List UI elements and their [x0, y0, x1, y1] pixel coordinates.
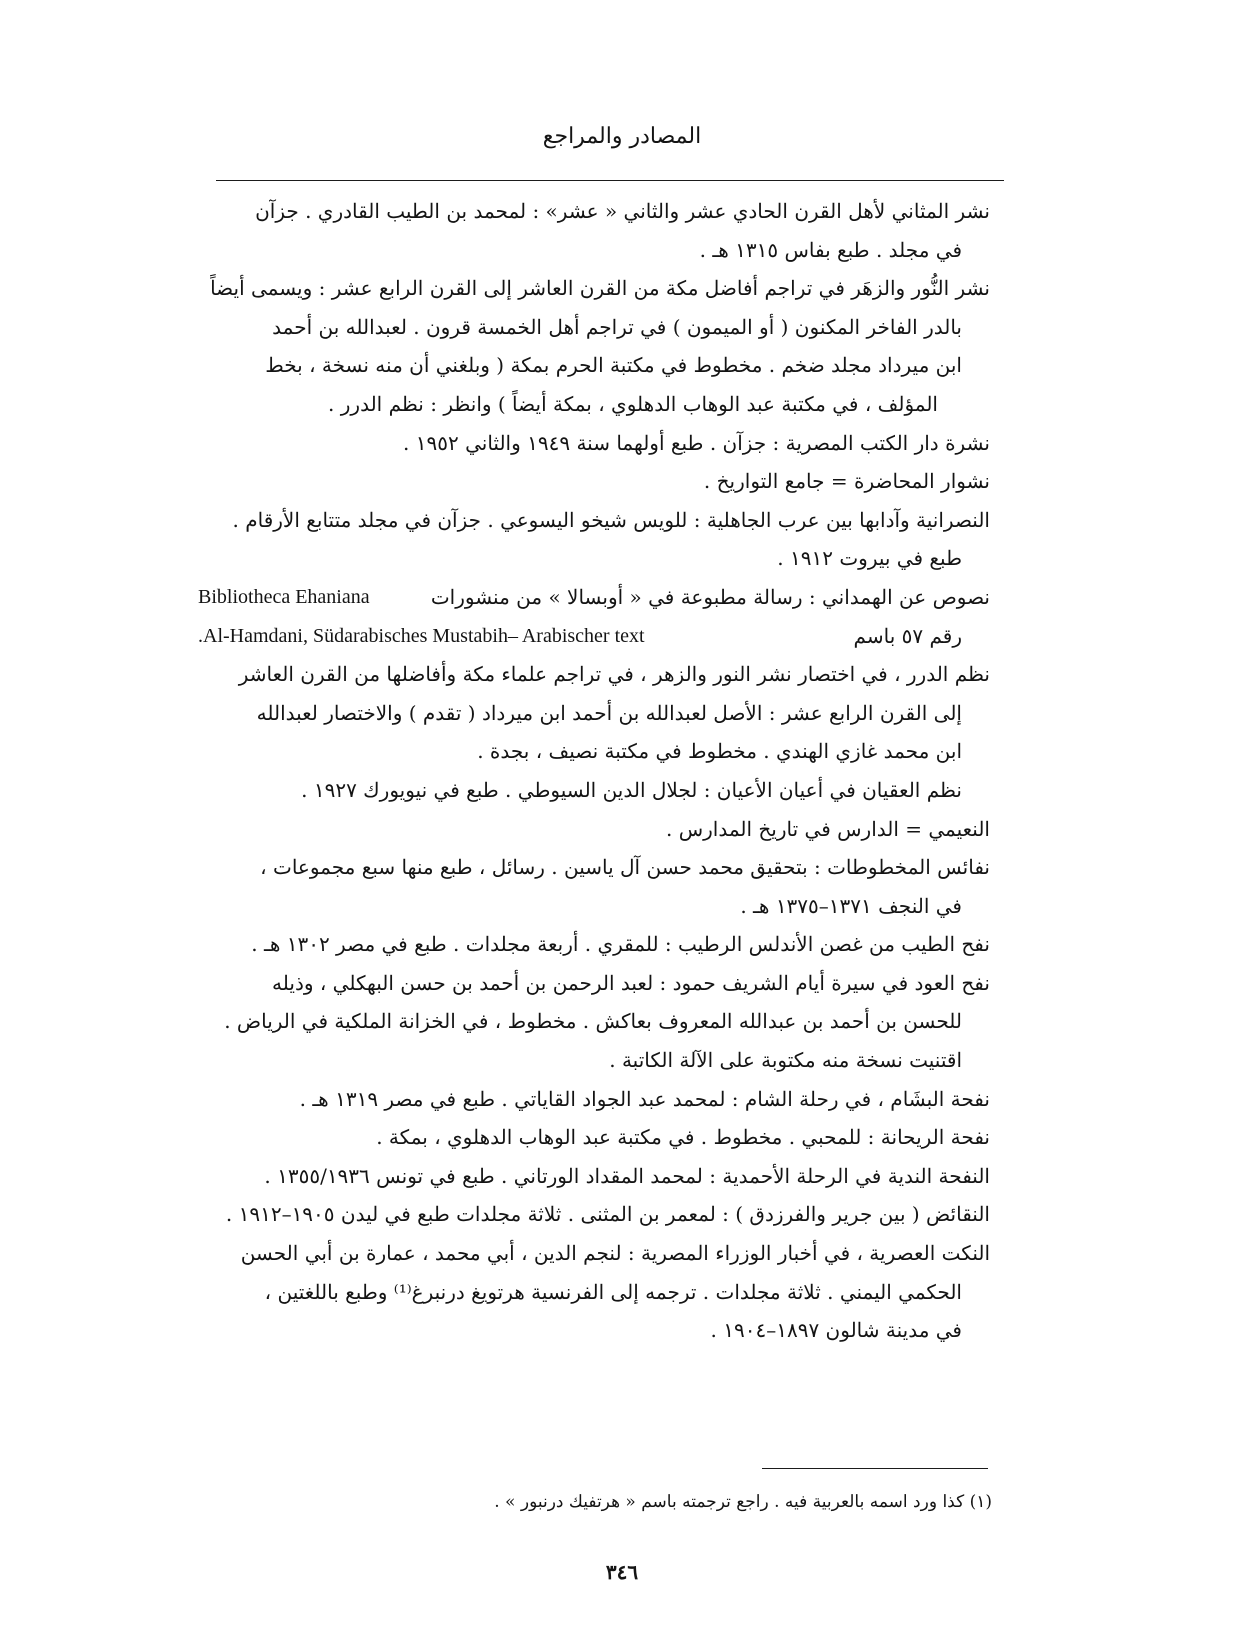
bibliography-entry [198, 655, 990, 771]
bibliography-entry [198, 269, 990, 423]
entry-line: طبع في بيروت ١٩١٢ . [777, 546, 962, 571]
entry-line: نشر المثاني لأهل القرن الحادي عشر والثاني « عشر» : لمحمد بن الطيب القادري . جزآن [255, 199, 990, 223]
bibliography-entry [198, 1195, 990, 1234]
entry-line: نفح الطيب من غصن الأندلس الرطيب : للمقري . أربعة مجلدات . طبع في مصر ١٣٠٢ هـ . [251, 932, 990, 957]
entry-line: إلى القرن الرابع عشر : الأصل لعبدالله بن أحمد ابن ميرداد ( تقدم ) والاختصار لعبدالله [256, 700, 962, 725]
bibliography-entry [198, 810, 990, 849]
latin-title: .Al-Hamdani, Südarabisches Mustabih– Arabischer text [198, 624, 645, 647]
bibliography-entry [198, 1118, 990, 1157]
entry-line: نشرة دار الكتب المصرية : جزآن . طبع أولهما سنة ١٩٤٩ والثاني ١٩٥٢ . [403, 430, 990, 455]
entry-line: في مجلد . طبع بفاس ١٣١٥ هـ . [699, 237, 962, 262]
entry-line: النعيمي = الدارس في تاريخ المدارس . [665, 816, 990, 841]
entry-line: النفحة الندية في الرحلة الأحمدية : لمحمد المقداد الورتاني . طبع في تونس ١٣٥٥/١٩٣٦ . [264, 1163, 990, 1188]
entry-line: اقتنيت نسخة منه مكتوبة على الآلة الكاتبة . [609, 1048, 962, 1073]
bibliography-entry [198, 1234, 990, 1350]
bibliography-entry [198, 462, 990, 501]
bibliography-entry [198, 848, 990, 925]
entry-line: نشر النُّور والزهَر في تراجم أفاضل مكة من القرن العاشر إلى القرن الرابع عشر : ويسمى أيضاً [210, 276, 990, 301]
entry-line: نفحة البشَام ، في رحلة الشام : لمحمد عبد الجواد القاياتي . طبع في مصر ١٣١٩ هـ . [299, 1086, 990, 1111]
bibliography-entry [198, 925, 990, 964]
entry-line: ابن محمد غازي الهندي . مخطوط في مكتبة نصيف ، بجدة . [477, 739, 962, 764]
header-divider [216, 180, 1004, 181]
entry-line: النكت العصرية ، في أخبار الوزراء المصرية : لنجم الدين ، أبي محمد ، عمارة بن أبي الحسن [240, 1241, 990, 1266]
entry-line: في مدينة شالون ١٨٩٧–١٩٠٤ . [710, 1318, 962, 1343]
entry-line: ابن ميرداد مجلد ضخم . مخطوط في مكتبة الحرم بمكة ( وبلغني أن منه نسخة ، بخط [265, 353, 962, 378]
entry-line: الحكمي اليمني . ثلاثة مجلدات . ترجمه إلى الفرنسية هرتويغ درنبرغ⁽¹⁾ وطبع باللغتين ، [264, 1279, 962, 1304]
entry-line: نفح العود في سيرة أيام الشريف حمود : لعبد الرحمن بن أحمد بن حسن البهكلي ، وذيله [272, 970, 990, 995]
bibliography-entry [198, 964, 990, 1080]
entry-text: رقم ٥٧ باسم [853, 623, 962, 648]
bibliography-list [198, 192, 990, 1350]
footnote: (١) كذا ورد اسمه بالعربية فيه . راجع ترجمته باسم « هرتفيك درنبور » . [494, 1492, 992, 1512]
entry-line: نظم العقيان في أعيان الأعيان : لجلال الدين السيوطي . طبع في نيويورك ١٩٢٧ . [301, 777, 962, 802]
bibliography-entry [198, 1157, 990, 1196]
bibliography-entry [198, 192, 990, 269]
latin-publisher: Bibliotheca Ehaniana [198, 585, 370, 608]
entry-line: للحسن بن أحمد بن عبدالله المعروف بعاكش . مخطوط ، في الخزانة الملكية في الرياض . [224, 1009, 962, 1034]
entry-line: نظم الدرر ، في اختصار نشر النور والزهر ، في تراجم علماء مكة وأفاضلها من القرن العاشر [238, 662, 990, 687]
entry-line: نفائس المخطوطات : بتحقيق محمد حسن آل ياسين . رسائل ، طبع منها سبع مجموعات ، [260, 855, 990, 880]
page-header: المصادر والمراجع [542, 124, 702, 149]
bibliography-entry [198, 424, 990, 463]
bibliography-entry [198, 771, 990, 810]
entry-line: نشوار المحاضرة = جامع التواريخ . [703, 469, 990, 494]
entry-line: في النجف ١٣٧١–١٣٧٥ هـ . [740, 893, 962, 918]
entry-text: نصوص عن الهمداني : رسالة مطبوعة في « أوبسالا » من منشورات [430, 584, 990, 609]
entry-line [198, 617, 990, 656]
entry-line: بالدر الفاخر المكنون ( أو الميمون ) في تراجم أهل الخمسة قرون . لعبدالله بن أحمد [272, 314, 962, 339]
bibliography-entry [198, 1080, 990, 1119]
entry-line: النقائض ( بين جرير والفرزدق ) : لمعمر بن المثنى . ثلاثة مجلدات طبع في ليدن ١٩٠٥–١٩١٢ . [225, 1202, 990, 1227]
page-number: ٣٤٦ [605, 1560, 639, 1584]
entry-line: نفحة الريحانة : للمحبي . مخطوط . في مكتبة عبد الوهاب الدهلوي ، بمكة . [376, 1125, 990, 1150]
bibliography-entry [198, 578, 990, 655]
bibliography-entry [198, 501, 990, 578]
footnote-divider [762, 1468, 988, 1469]
entry-line: النصرانية وآدابها بين عرب الجاهلية : للويس شيخو اليسوعي . جزآن في مجلد متتابع الأرقام . [232, 507, 990, 532]
entry-line [198, 578, 990, 617]
entry-line: المؤلف ، في مكتبة عبد الوهاب الدهلوي ، بمكة أيضاً ) وانظر : نظم الدرر . [328, 391, 938, 416]
